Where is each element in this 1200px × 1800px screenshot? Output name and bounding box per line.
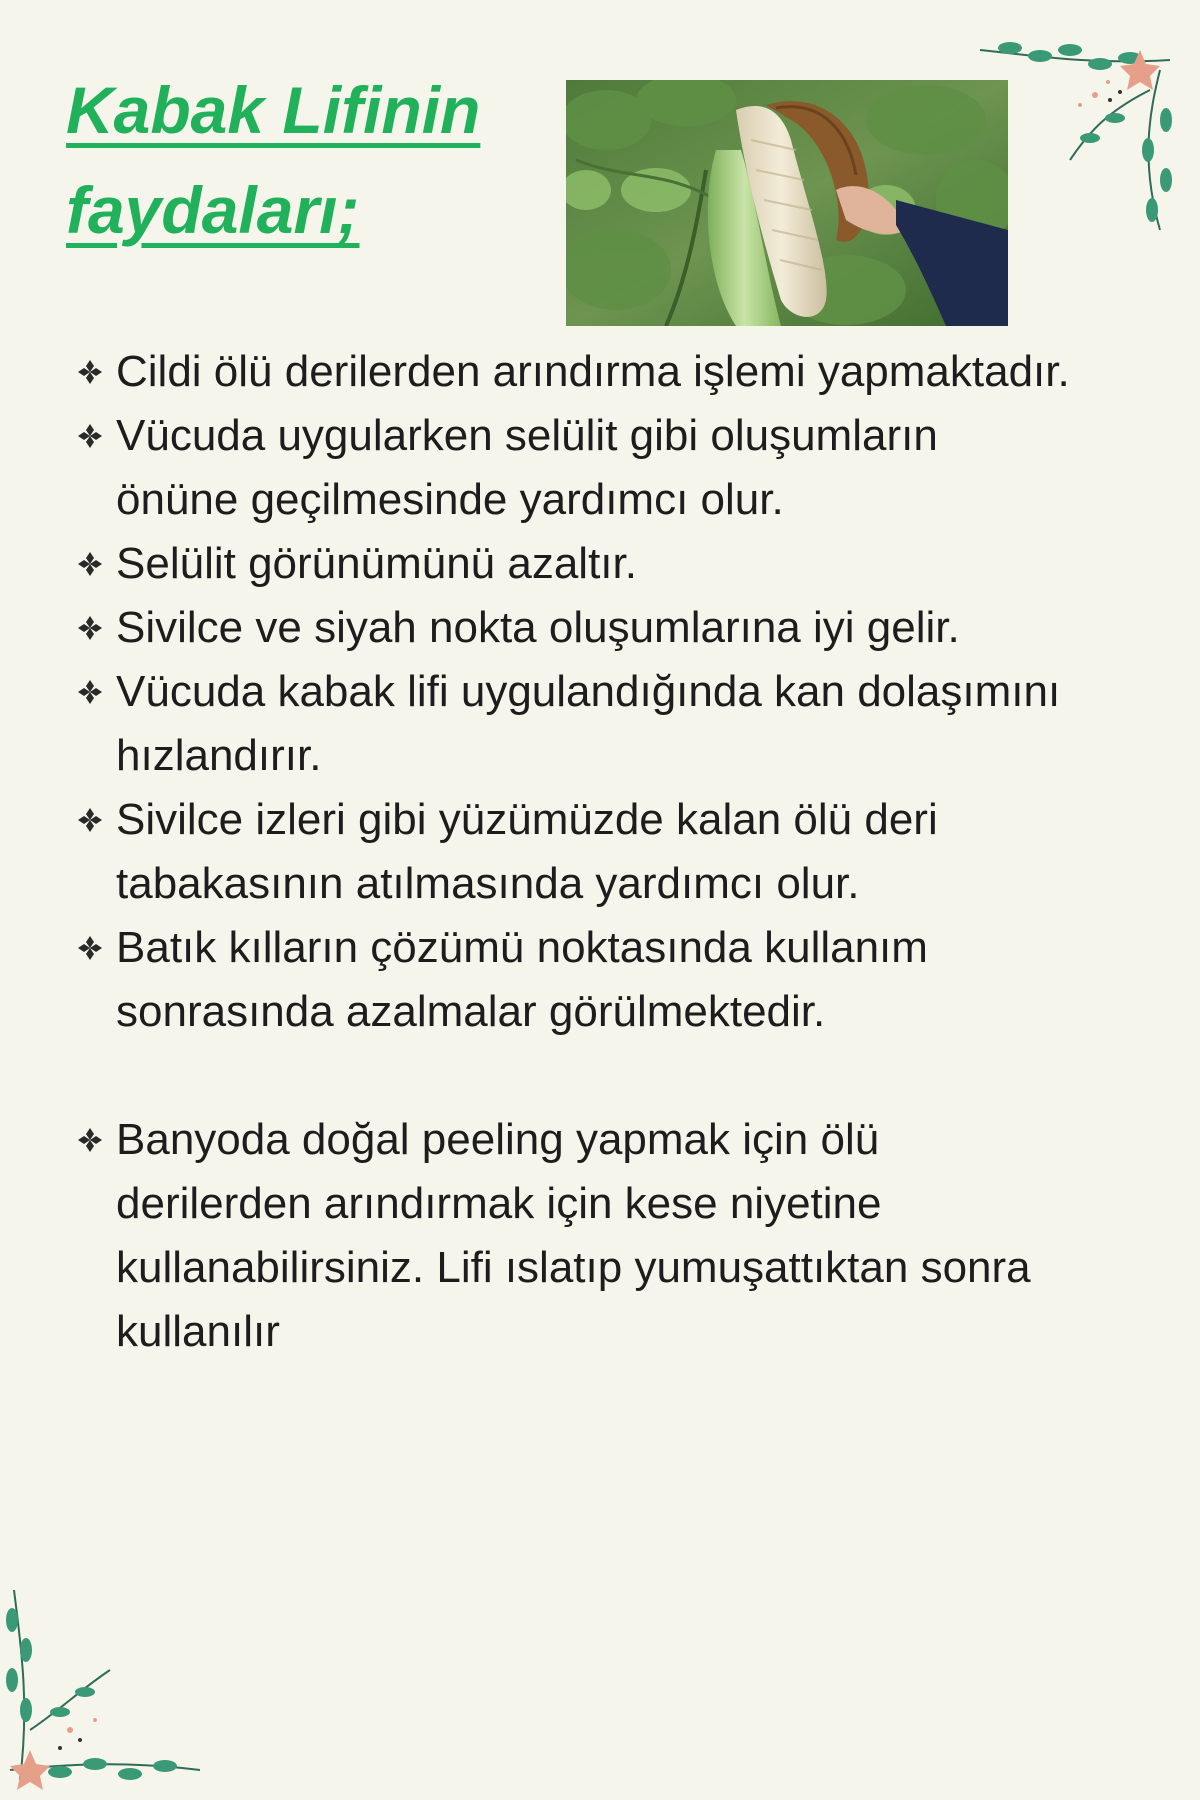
floral-corner-top-right-icon bbox=[970, 20, 1190, 250]
four-diamond-bullet-icon bbox=[70, 340, 110, 404]
four-diamond-bullet-icon bbox=[70, 788, 110, 852]
four-diamond-bullet-icon bbox=[70, 532, 110, 596]
item-text: Sivilce ve siyah nokta oluşumlarına iyi gelir. bbox=[116, 603, 960, 652]
benefits-list bbox=[70, 340, 1070, 1364]
list-item bbox=[70, 916, 1070, 1044]
four-diamond-bullet-icon bbox=[70, 596, 110, 660]
list-item bbox=[70, 596, 1070, 660]
loofah-photo bbox=[566, 80, 1008, 326]
item-text: Selülit görünümünü azaltır. bbox=[116, 539, 637, 588]
list-item bbox=[70, 660, 1070, 788]
title-line-1: Kabak Lifinin bbox=[66, 73, 481, 147]
four-diamond-bullet-icon bbox=[70, 1108, 110, 1172]
list-item bbox=[70, 788, 1070, 916]
item-text: Vücuda uygularken selülit gibi oluşumların önüne geçilmesinde yardımcı olur. bbox=[116, 411, 938, 524]
four-diamond-bullet-icon bbox=[70, 660, 110, 724]
title-line-2: faydaları; bbox=[66, 173, 360, 247]
item-text: Batık kılların çözümü noktasında kullanım sonrasında azalmalar görülmektedir. bbox=[116, 923, 928, 1036]
list-item bbox=[70, 532, 1070, 596]
list-item bbox=[70, 340, 1070, 404]
plant-photo-icon bbox=[566, 80, 1008, 326]
item-text: Vücuda kabak lifi uygulandığında kan dolaşımını hızlandırır. bbox=[116, 667, 1061, 780]
four-diamond-bullet-icon bbox=[70, 404, 110, 468]
list-item bbox=[70, 1108, 1070, 1364]
list-item bbox=[70, 404, 1070, 532]
item-text: Banyoda doğal peeling yapmak için ölü derilerden arındırmak için kese niyetine kullanabilirsiniz. Lifi ıslatıp yumuşattıktan sonra kullanılır bbox=[116, 1115, 1031, 1356]
four-diamond-bullet-icon bbox=[70, 916, 110, 980]
page-title bbox=[66, 60, 536, 260]
floral-corner-bottom-left-icon bbox=[0, 1580, 220, 1795]
item-text: Sivilce izleri gibi yüzümüzde kalan ölü deri tabakasının atılmasında yardımcı olur. bbox=[116, 795, 938, 908]
item-text: Cildi ölü derilerden arındırma işlemi yapmaktadır. bbox=[116, 347, 1070, 396]
